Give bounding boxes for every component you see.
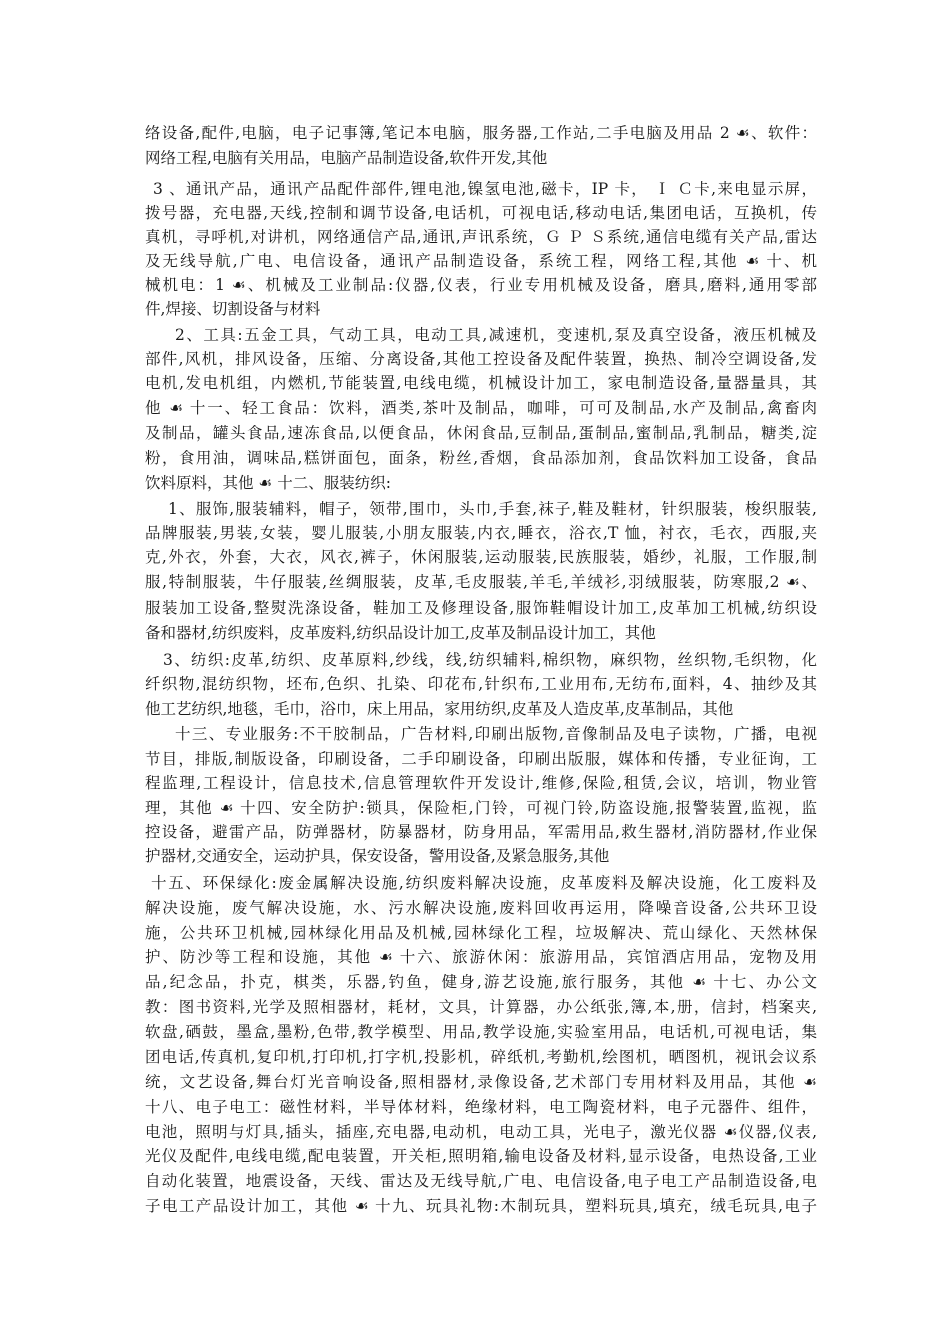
text-line: 电机,发电机组，内燃机,节能装置,电线电缆，机械设计加工，家电制造设备,量器量具，其 bbox=[145, 374, 817, 392]
text-line: 部件,风机，排风设备，压缩、分离设备,其他工控设备及配件装置，换热、制冷空调设备,发 bbox=[145, 350, 817, 368]
text-line: 品,纪念品，扑克，棋类，乐器,钓鱼，健身,游艺设施,旅行服务，其他 ☙ 十七、办公文 bbox=[145, 973, 817, 991]
text-line: 纤织物,混纺织物，坯布,色织、扎染、印花布,针织布,工业用布,无纺布,面料，4、抽纱及其 bbox=[145, 675, 817, 693]
text-line: 3 、通讯产品，通讯产品配件部件,锂电池,镍氢电池,磁卡，IP 卡， Ｉ Ｃ卡,来电显示屏， bbox=[153, 180, 817, 198]
text-line: 十八、电子电工：磁性材料，半导体材料，绝缘材料，电工陶瓷材料，电子元器件、组件， bbox=[145, 1098, 817, 1116]
text-line: 解决设施，废气解决设施，水、污水解决设施,废料回收再运用，降噪音设备,公共环卫设 bbox=[145, 899, 817, 917]
text-line: 十五、环保绿化:废金属解决设施,纺织废料解决设施，皮革废料及解决设施，化工废料及 bbox=[151, 874, 817, 892]
text-line: 备和器材,纺织废料，皮革废料,纺织品设计加工,皮革及制品设计加工，其他 bbox=[145, 624, 656, 642]
text-line: 他 ☙ 十一、轻工食品：饮料，酒类,茶叶及制品，咖啡，可可及制品,水产及制品,禽畜肉 bbox=[145, 399, 817, 417]
text-line: 克,外衣，外套，大衣，风衣,裤子，休闲服装,运动服装,民族服装，婚纱，礼服，工作服,制 bbox=[145, 548, 817, 566]
text-line: 统，文艺设备,舞台灯光音响设备,照相器材,录像设备,艺术部门专用材料及用品，其他 ☙ bbox=[145, 1073, 817, 1091]
text-line: 光仪及配件,电线电缆,配电装置，开关柜,照明箱,输电设备及材料,显示设备，电热设备,工业 bbox=[145, 1147, 817, 1165]
text-line: 子电工产品设计加工，其他 ☙ 十九、玩具礼物:木制玩具，塑料玩具,填充，绒毛玩具,电子 bbox=[145, 1197, 817, 1215]
text-line: 电池，照明与灯具,插头，插座,充电器,电动机，电动工具，光电子，激光仪器 ☙仪器,仪表, bbox=[145, 1123, 817, 1141]
text-line: 服,特制服装，牛仔服装,丝绸服装，皮革,毛皮服装,羊毛,羊绒衫,羽绒服装，防寒服,2 ☙、 bbox=[145, 573, 817, 591]
text-line: 控设备，避雷产品，防弹器材，防暴器材，防身用品，军需用品,救生器材,消防器材,作业保 bbox=[145, 823, 817, 841]
text-line: 护器材,交通安全，运动护具，保安设备，警用设备,及紧急服务,其他 bbox=[145, 847, 610, 865]
text-line: 1、服饰,服装辅料，帽子，领带,围巾，头巾,手套,袜子,鞋及鞋材，针织服装，梭织服装, bbox=[168, 500, 817, 518]
text-line: 十三、专业服务:不干胶制品，广告材料,印刷出版物,音像制品及电子读物，广播，电视 bbox=[175, 725, 817, 743]
text-line: 粉，食用油，调味品,糕饼面包，面条，粉丝,香烟，食品添加剂，食品饮料加工设备，食品 bbox=[145, 449, 817, 467]
text-line: 拨号器，充电器,天线,控制和调节设备,电话机，可视电话,移动电话,集团电话，互换机，传 bbox=[145, 204, 817, 222]
text-line: 件,焊接、切割设备与材料 bbox=[145, 300, 321, 318]
text-line: 教：图书资料,光学及照相器材，耗材，文具，计算器，办公纸张,簿,本,册，信封，档案夹, bbox=[145, 998, 817, 1016]
text-line: 理，其他 ☙ 十四、安全防护:锁具，保险柜,门铃，可视门铃,防盗设施,报警装置,监视，监 bbox=[145, 799, 817, 817]
text-line: 及制品，罐头食品,速冻食品,以便食品，休闲食品,豆制品,蛋制品,蜜制品,乳制品，糖类,淀 bbox=[145, 424, 817, 442]
text-line: 品牌服装,男装,女装，婴儿服装,小朋友服装,内衣,睡衣，浴衣,T 恤，衬衣，毛衣，西服,夹 bbox=[145, 524, 817, 542]
text-line: 饮料原料，其他 ☙ 十二、服装纺织: bbox=[145, 474, 391, 492]
text-line: 护、防沙等工程和设施，其他 ☙ 十六、旅游休闲：旅游用品，宾馆酒店用品，宠物及用 bbox=[145, 948, 817, 966]
text-line: 真机，寻呼机,对讲机，网络通信产品,通讯,声讯系统，Ｇ Ｐ Ｓ系统,通信电缆有关产品,雷达 bbox=[145, 228, 817, 246]
text-line: 他工艺纺织,地毯，毛巾，浴巾，床上用品，家用纺织,皮革及人造皮革,皮革制品，其他 bbox=[145, 700, 734, 718]
text-line: 络设备,配件,电脑，电子记事簿,笔记本电脑，服务器,工作站,二手电脑及用品 2 ☙、软件： bbox=[145, 124, 817, 142]
text-line: 网络工程,电脑有关用品，电脑产品制造设备,软件开发,其他 bbox=[145, 149, 548, 167]
text-line: 节目，排版,制版设备，印刷设备，二手印刷设备，印刷出版服，媒体和传播，专业征询，工 bbox=[145, 750, 817, 768]
text-line: 3、纺织:皮革,纺织、皮革原料,纱线，线,纺织辅料,棉织物，麻织物，丝织物,毛织物，化 bbox=[163, 651, 817, 669]
text-line: 程监理,工程设计，信息技术,信息管理软件开发设计,维修,保险,租赁,会议，培训，物业管 bbox=[145, 774, 817, 792]
text-line: 软盘,硒鼓，墨盒,墨粉,色带,教学模型、用品,教学设施,实验室用品，电话机,可视电话，集 bbox=[145, 1023, 817, 1041]
text-line: 团电话,传真机,复印机,打印机,打字机,投影机，碎纸机,考勤机,绘图机，晒图机，视讯会议系 bbox=[145, 1048, 817, 1066]
text-line: 服装加工设备,整熨洗涤设备，鞋加工及修理设备,服饰鞋帽设计加工,皮革加工机械,纺织设 bbox=[145, 599, 817, 617]
text-line: 施，公共环卫机械,园林绿化用品及机械,园林绿化工程，垃圾解决、荒山绿化、天然林保 bbox=[145, 924, 817, 942]
text-line: 及无线导航,广电、电信设备，通讯产品制造设备，系统工程，网络工程,其他 ☙ 十、机 bbox=[145, 252, 817, 270]
text-line: 自动化装置，地震设备，天线、雷达及无线导航,广电、电信设备,电子电工产品制造设备,电 bbox=[145, 1172, 817, 1190]
text-line: 2、工具:五金工具，气动工具，电动工具,减速机，变速机,泵及真空设备，液压机械及 bbox=[175, 326, 817, 344]
text-line: 械机电：1 ☙、机械及工业制品:仪器,仪表，行业专用机械及设备，磨具,磨料,通用零部 bbox=[145, 276, 817, 294]
